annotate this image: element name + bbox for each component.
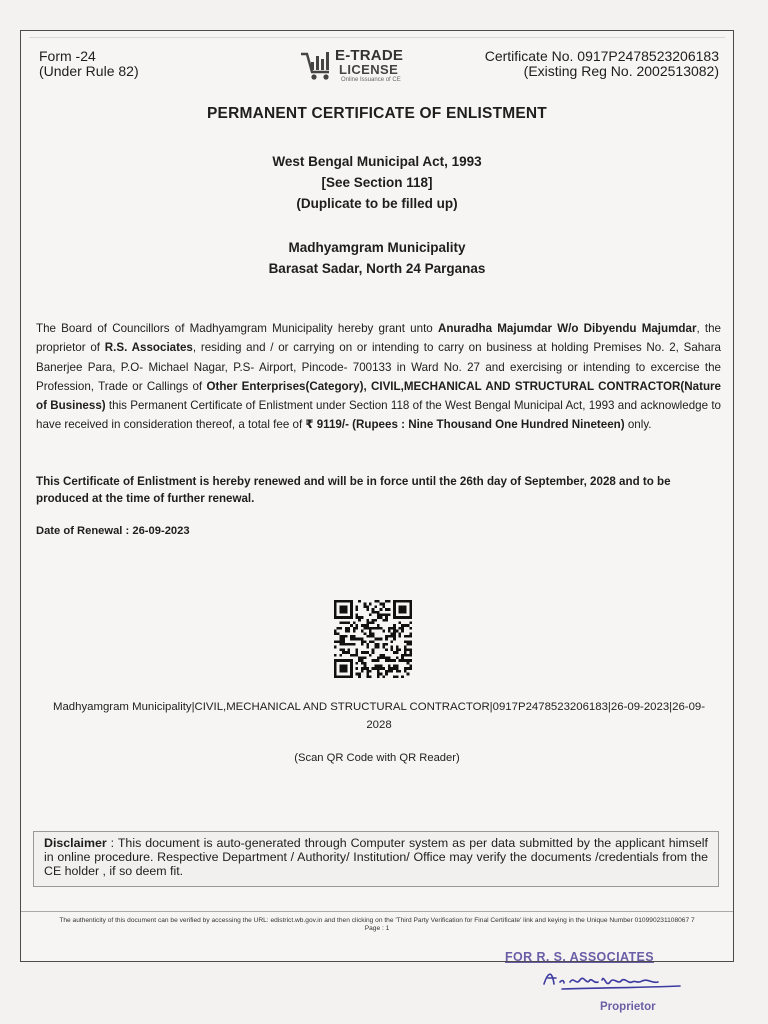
renewal-statement: This Certificate of Enlistment is hereby renewed and will be in force until the 26th day of September, 2028 and to be produced at the time of further renewal. bbox=[36, 475, 671, 505]
fee-amount: ₹ 9119/- (Rupees : Nine Thousand One Hundred Nineteen) bbox=[305, 418, 625, 432]
firm-stamp: FOR R. S. ASSOCIATES bbox=[505, 950, 654, 964]
logo-subtitle: LICENSE bbox=[339, 62, 399, 77]
renewal-date: Date of Renewal : 26-09-2023 bbox=[36, 525, 190, 537]
act-reference: West Bengal Municipal Act, 1993 [See Section 118] (Duplicate to be filled up) bbox=[272, 154, 482, 211]
certificate-number: Certificate No. 0917P2478523206183 (Existing Reg No. 2002513082) bbox=[484, 48, 719, 79]
top-rule bbox=[29, 37, 725, 38]
verification-footer: The authenticity of this document can be verified by accessing the URL: edistrict.wb.gov.in and then clicking on the 'Third Party Verification for Final Certificate' link and keying in the Unique Number 010990231108067 7 Page : 1 bbox=[59, 917, 695, 932]
footer-rule bbox=[21, 911, 733, 912]
disclaimer-box bbox=[33, 831, 719, 887]
disclaimer-text: : This document is auto-generated through Computer system as per data submitted by the applicant himself in online procedure. Respective Department / Authority/ Institution/ Office may verify the documents /credentials from the CE holder , if so deem fit. bbox=[44, 836, 708, 878]
form-number: Form -24 (Under Rule 82) bbox=[39, 48, 139, 79]
shopping-cart-icon bbox=[299, 48, 335, 82]
document-title: PERMANENT CERTIFICATE OF ENLISTMENT bbox=[207, 105, 547, 122]
signature bbox=[540, 962, 690, 994]
qr-encoded-text: Madhyamgram Municipality|CIVIL,MECHANICAL AND STRUCTURAL CONTRACTOR|0917P2478523206183|26-09-2023|26-09-2028 bbox=[52, 701, 706, 731]
disclaimer-label: Disclaimer bbox=[44, 836, 107, 850]
logo-title: E-TRADE bbox=[335, 47, 404, 64]
proprietor-label: Proprietor bbox=[600, 1001, 656, 1013]
qr-hint: (Scan QR Code with QR Reader) bbox=[294, 752, 460, 764]
logo-tagline: Online Issuance of CE bbox=[341, 77, 401, 83]
holder-name: Anuradha Majumdar W/o Dibyendu Majumdar bbox=[437, 322, 697, 335]
grant-paragraph: The Board of Councillors of Madhyamgram Municipality hereby grant unto Anuradha Majumdar W/o Dibyendu Majumdar, the proprietor of R.S. Associates, residing and / or carrying on or intending to carry on business at holding Premises No. 2, Sahara Banerjee Para, P.O- Michael Nagar, P.S- Airport, Pincode- 700133 in Ward No. 27 and exercising or intending to excercise the Profession, Trade or Callings of Other Enterprises(Category), CIVIL,MECHANICAL AND STRUCTURAL CONTRACTOR(Nature of Business) this Permanent Certificate of Enlistment under Section 118 of the West Bengal Municipal Act, 1993 and acknowledge to have received in consideration thereof, a total fee of ₹ 9119/- (Rupees : Nine Thousand One Hundred Nineteen) only. bbox=[36, 322, 722, 432]
municipality-block: Madhyamgram Municipality Barasat Sadar, North 24 Parganas bbox=[268, 240, 486, 276]
qr-code bbox=[334, 600, 412, 678]
certificate-sheet bbox=[20, 30, 734, 962]
firm-name: R.S. Associates bbox=[104, 341, 193, 355]
business-category: Other Enterprises(Category), CIVIL,MECHANICAL AND STRUCTURAL CONTRACTOR(Nature of Business) bbox=[36, 379, 721, 413]
etrade-license-logo bbox=[299, 45, 423, 87]
